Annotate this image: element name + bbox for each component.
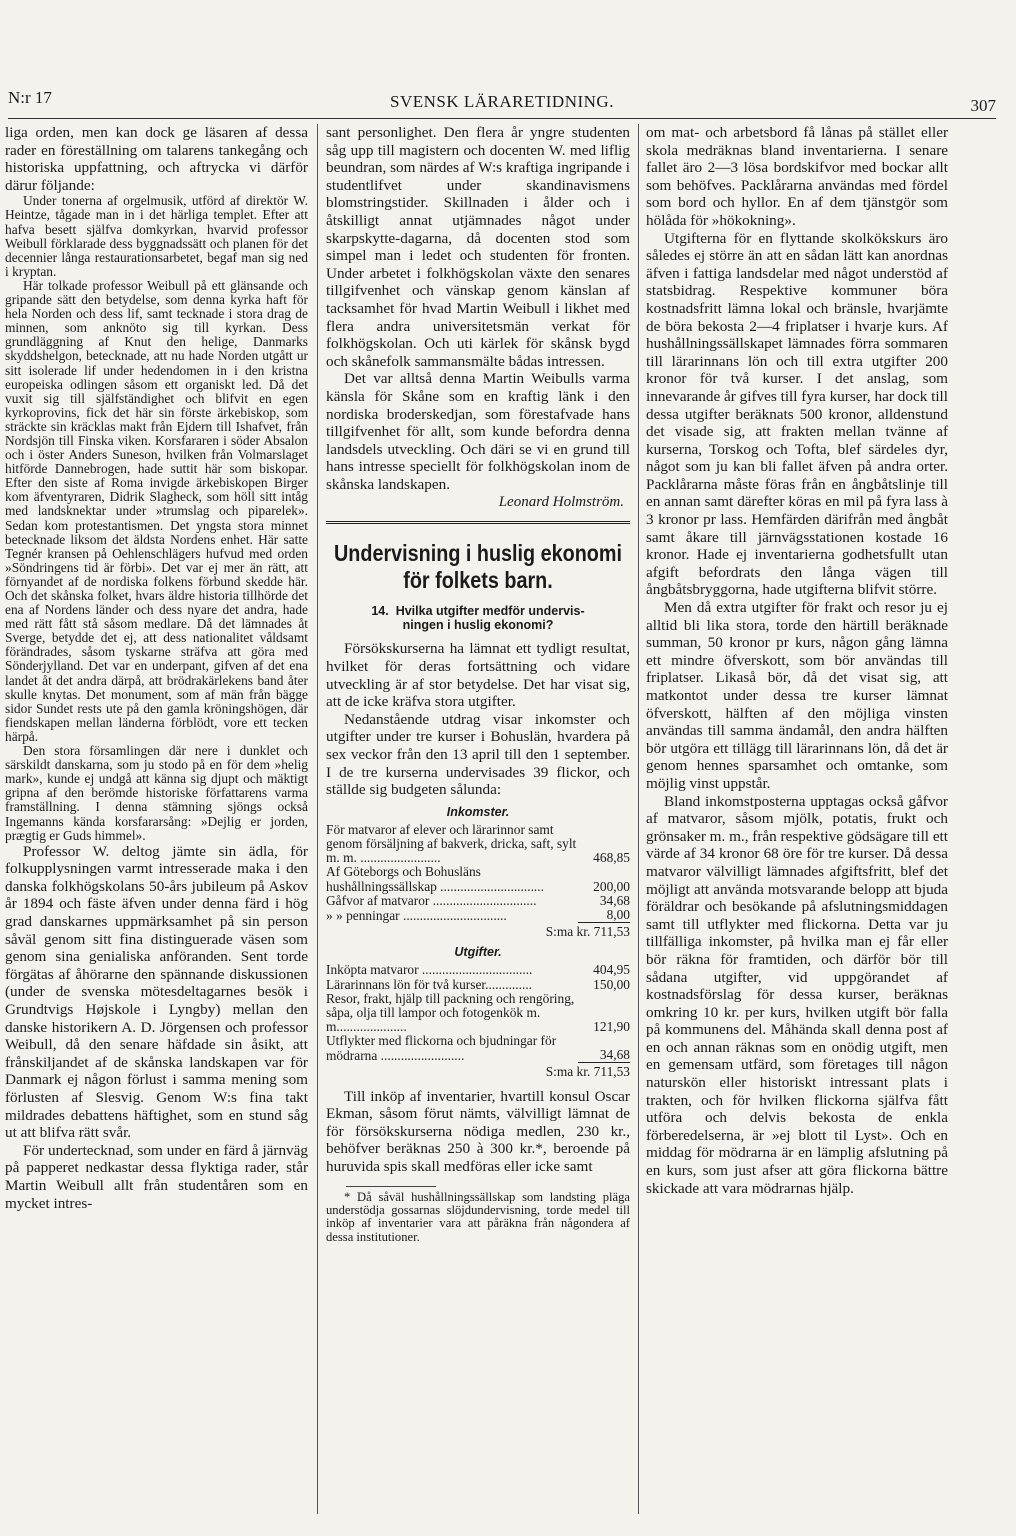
- paragraph: Till inköp af inventarier, hvartill konsul Oscar Ekman, såsom förut nämts, välvilligt lämnat de för försökskurserna nödiga medlen, 230 kr., behöfver beräknas 250 à 300 kr.*, beroende på huruvida spis skall medföras eller icke samt: [326, 1087, 630, 1175]
- footnote-rule: [346, 1186, 436, 1187]
- table-row: Resor, frakt, hjälp till packning och rengöring, såpa, olja till lampor och fotogenkök m. m..................... 121,90: [326, 990, 630, 1035]
- question-number: 14.: [371, 604, 389, 619]
- page-number: 307: [970, 96, 996, 115]
- paragraph-quote: Den stora församlingen där nere i dunklet och särskildt danskarna, som ju stodo på en för dem »helig mark», kunde ej undgå att känna sig djupt och mäktigt gripna af den berömde historiske författarens varma framställning. I denna stämning sjöngs också Ingemanns kända korsfararsång: »Dejlig er jorden, prægtig er Guds himmel».: [5, 743, 308, 843]
- income-total-row: S:ma kr. 711,53: [545, 924, 630, 940]
- journal-title: SVENSK LÄRARETIDNING.: [390, 92, 614, 111]
- income-table: [326, 823, 630, 940]
- expense-heading: Utgifter.: [454, 945, 502, 960]
- question-line-2: ningen i huslig ekonomi?: [402, 618, 554, 633]
- column-middle: [326, 124, 630, 1244]
- column-divider-2: [638, 124, 639, 1514]
- headline-line-1: Undervisning i huslig ekonomi: [334, 540, 622, 567]
- column-divider-1: [317, 124, 318, 1514]
- income-heading: Inkomster.: [446, 804, 510, 819]
- paragraph: Professor W. deltog jämte sin ädla, för folkupplysningen varmt intresserade maka i den danska folkhögskolans 50-års jubileum på Askov år 1894 och fäste äfven under denna färd i hög grad danskarnes uppmärksamhet på sin person såväl genom sitt fina distinguerade väsen som genom sina genialiska anföranden. Sent torde förgätas af åhörarne den spännande diskussionen (under de svenska mötesdeltagarnes besök i Grundtvigs Højskole i Lyngby) mellan den danske historikern A. D. Jörgensen och professor Weibull, då den senare häfdade sin åsikt, att frånskiljandet af de skånska landskapen var för Danmark ej någon förlust i samma mening som förlusten af Slesvig. Genom W:s fina takt mildrades debattens häftighet, som en stund såg ut att blifva rätt svår.: [5, 842, 308, 1142]
- footnote: * Då såväl hushållningssällskap som landsting pläga understödja gossarnas slöjdundervisning, torde medel till inköp af inventarier vara att påräkna från någondera af dessa institutioner.: [326, 1189, 630, 1244]
- paragraph: liga orden, men kan dock ge läsaren af dessa rader en föreställning om talarens tankegång och historiska uppfattning, och aftrycka vi därför därur följande:: [5, 124, 308, 194]
- table-row: Lärarinnans lön för två kurser.............. 150,00: [326, 976, 630, 992]
- paragraph: Försökskurserna ha lämnat ett tydligt resultat, hvilket för deras fortsättning och vidare utveckling är af stor betydelse. Det har visat sig, att de icke kräfva stora utgifter.: [326, 640, 630, 711]
- header-rule: [8, 118, 996, 119]
- table-row: » » penningar ............................... 8,00: [326, 907, 630, 923]
- expense-total-row: S:ma kr. 711,53: [545, 1064, 630, 1080]
- paragraph: För undertecknad, som under en färd å järnväg på papperet nedkastar dessa flyktiga rader, står Martin Weibull allt från studentåren som en mycket intres-: [5, 1141, 308, 1212]
- table-row: Utflykter med flickorna och bjudningar för mödrarna ......................... 34,68: [326, 1033, 630, 1063]
- expense-table: [326, 963, 630, 1079]
- table-row: Af Göteborgs och Bohusläns hushållningssällskap ............................... 200,00: [326, 864, 630, 894]
- column-right: [646, 124, 948, 1197]
- issue-number: N:r 17: [8, 88, 52, 107]
- page-header: [8, 88, 996, 114]
- column-left: [5, 124, 308, 1212]
- paragraph: om mat- och arbetsbord få lånas på stället eller skola medräknas bland inventarierna. I senare fallet äro 2—3 lösa bordskifvor med bockar allt som behöfves. Packlårarna användas med fördel som bord och hyllor. En af dem tjänstgör som hölåda för »hökokning».: [646, 124, 948, 229]
- section-rule: [326, 521, 630, 526]
- paragraph: Det var alltså denna Martin Weibulls varma känsla för Skåne som en kraftig länk i den nordiska broderskedjan, som förestafvade hans tillgifvenhet för allt, som kunde befordra denna landsdels utveckling. Och däri se vi en grund till hans intresse speciellt för folkhögskolan inom de skånska landskapen.: [326, 370, 630, 493]
- paragraph: Bland inkomstposterna upptagas också gåfvor af matvaror, såsom mjölk, potatis, frukt och grönsaker m. m., från respektive gödsägare till ett värde af 34 kronor 68 öre för tre kurser. Då dessa matvaror välvilligt lämnades afgiftsfritt, blef det möjligt att använda motsvarande belopp att bjuda föräldrar och besökande på afslutningsmiddagen samt till utflykter med flickorna. Detta var ju tillfälliga inkomster, på hvilka man ej får eller bör räkna för framtiden, och därför bör till sådana utgifter, vid uppgörandet af kostnadsförslag för dessa kurser, beräknas omkring 10 kr. per kurs, hvilken utgift bör falla på kommunens del. Måhända skall denna post af en och annan räknas som en onödig utgift, men en gemensam utfärd, som företages till någon naturskön eller historiskt intressant plats i trakten, och för hvilken flickorna själfva fått utföra och delvis bekosta de enkla förberedelserna, är »ej blott til Lyst». Och en middag för mödrarna är en lämplig afslutning på en kurs, som just afser att göra flickorna bättre skickade att vara mödrarnas hjälp.: [646, 792, 948, 1197]
- table-row: För matvaror af elever och lärarinnor samt genom försäljning af bakverk, dricka, saft, sylt m. m. ........................ 468,85: [326, 821, 630, 866]
- table-row: Gåfvor af matvaror ............................... 34,68: [326, 892, 630, 908]
- paragraph: Nedanstående utdrag visar inkomster och utgifter under tre kurser i Bohuslän, hvardera på sex veckor från den 13 april till den 1 september. I de tre kurserna undervisades 39 flickor, och ställde sig budgeten sålunda:: [326, 710, 630, 799]
- question-line-1: Hvilka utgifter medför undervis-: [395, 604, 585, 619]
- article-headline: [330, 540, 626, 594]
- paragraph-quote: Här tolkade professor Weibull på ett glänsande och gripande sätt den betydelse, som denna kyrka haft för hela Norden och dess lif, samt tecknade i stora drag de minnen, som anknöto sig till kyrkan. Dess grundläggning af Knut den helige, Danmarks skyddshelgon, betecknade, att nu hade Norden utgått ur sitt isolerade lif under hedendomen in i den kristna europeiska odlingen såsom ett organiskt led. Då det vuxit sig till själfständighet och blifvit en egen kyrkoprovins, fick det här sin förste ärkebiskop, som sträckte sin kräcklas makt från Ejdern till Ishafvet, från Nordsjön till Finska viken. Korsfararen i söder Absalon och i öster Anders Suneson, hvilken från Volmarslaget hitförde Dannebrogen, hade suttit här som biskopar. Efter den siste af Roma invigde ärkebiskopen Birger kom äfventyraren, Didrik Slagheck, som höll sitt intåg med landsknektar under »trumslag och piparelek». Sedan kom protestantismen. Det yngsta stora minnet betecknade liksom det äldsta Nordens enhet. Här satte Tegnér kransen på Oehlenschlägers hufvud med orden »Söndringens tid är förbi». Det var ej mer än rätt, att förnyandet af de nordiska folkens förbund skedde här. Och det skånska folket, hvars äldre historia tillhörde det ena af Nordens länder och dess nyare det andra, hade med rätt fått stå såsom medlare. Då det lämnades åt Sverge, betydde det ej, att dess nationalitet våldsamt förändrades, såsom tyskarne sträfva att göra med Sönderjylland. Det var en underpant, gifven af det ena landet åt det andra därpå, att brödrakärlekens band åter skulle knytas. Det monument, som af män från bägge sidor Sundet rests ute på den gamla kröningshögen, där fiendskapen mellan länderna förblödt, vore ett tecken härpå.: [5, 277, 308, 744]
- headline-line-2: för folkets barn.: [403, 567, 553, 594]
- author-signature: Leonard Holmström.: [498, 494, 624, 511]
- paragraph: sant personlighet. Den flera år yngre studenten såg upp till magistern och docenten W. med liflig beundran, som närdes af W:s kraftiga ingripande i studentlifvet under skandinavismens blomstringstider. Skillnaden i ålder och i åtskilligt annat utjämnades något under skarpskytte-dagarna, då docenten stod som simpel man i ledet och studenten för fronten. Under arbetet i folkhögskolan växte den senares tillgifvenhet och vänskap genom känslan af tacksamhet för hvad Martin Weibull i likhet med flera andra universitetsmän verkat för folkhögskolan. Och uti kärlek för skånsk bygd och skånefolk sammansmälte bådas intressen.: [326, 124, 630, 370]
- paragraph-quote: Under tonerna af orgelmusik, utförd af direktör W. Heintze, tågade man in i det härliga templet. Efter att hafva besett själfva domkyrkan, hvarvid professor Weibull förklarade dess byggnadssätt och planen för det decennier långa restaurationsarbetet, begaf man sig ned i kryptan.: [5, 193, 308, 279]
- table-row: Inköpta matvaror ................................. 404,95: [326, 962, 630, 978]
- paragraph: Men då extra utgifter för frakt och resor ju ej alltid bli lika stora, torde den härtill beräknade summan, 50 kronor pr kurs, någon gång lämna ett mindre öfverskott, som bör användas till friplatser. Likaså bör, då det visat sig, att matkontot under dessa tre kurser lämnat öfverskott, hälften af den möjliga vinsten användas till samma ändamål, den andra hälften bör utgöra ett tillägg till lärarinnans lön, då det är genom hennes sparsamhet och omtanke, som möjlig vinst uppstår.: [646, 599, 948, 792]
- paragraph: Utgifterna för en flyttande skolkökskurs äro således ej större än att en sådan lätt kan anordnas äfven i fattiga landsdelar med något understöd af statsbidrag. Respektive kommuner böra kostnadsfritt lämna lokal och bränsle, hvarjämte de böra bekosta 2—4 friplatser i hvarje kurs. Af hushållningssällskapet lämnades förra sommaren till lärarinnans lön och till extra utgifter 200 kronor för två kurser. I det anslag, som innevarande år gifves till fyra kurser, har dock till dessa utgifter beräknats 500 kronor, alldenstund det visade sig, att frakten mellan tvänne af kurserna, Torskog och Tofta, blef särdeles dyr, något som ju kan bli fallet äfven på andra orter. Packlårarna måste föras från en ångbåtslinje till en annan samt därefter köras en mil på fyra lass à 3 kronor pr lass. Hemfärden därifrån med ångbåt samt åkare till järnvägsstationen kostade 16 kronor. Hade ej inventarierna godhetsfullt utan afgift befordrats den långa vägen till ångbåtsbryggorna, hade utgifterna blifvit större.: [646, 229, 948, 599]
- question-heading: [326, 604, 630, 632]
